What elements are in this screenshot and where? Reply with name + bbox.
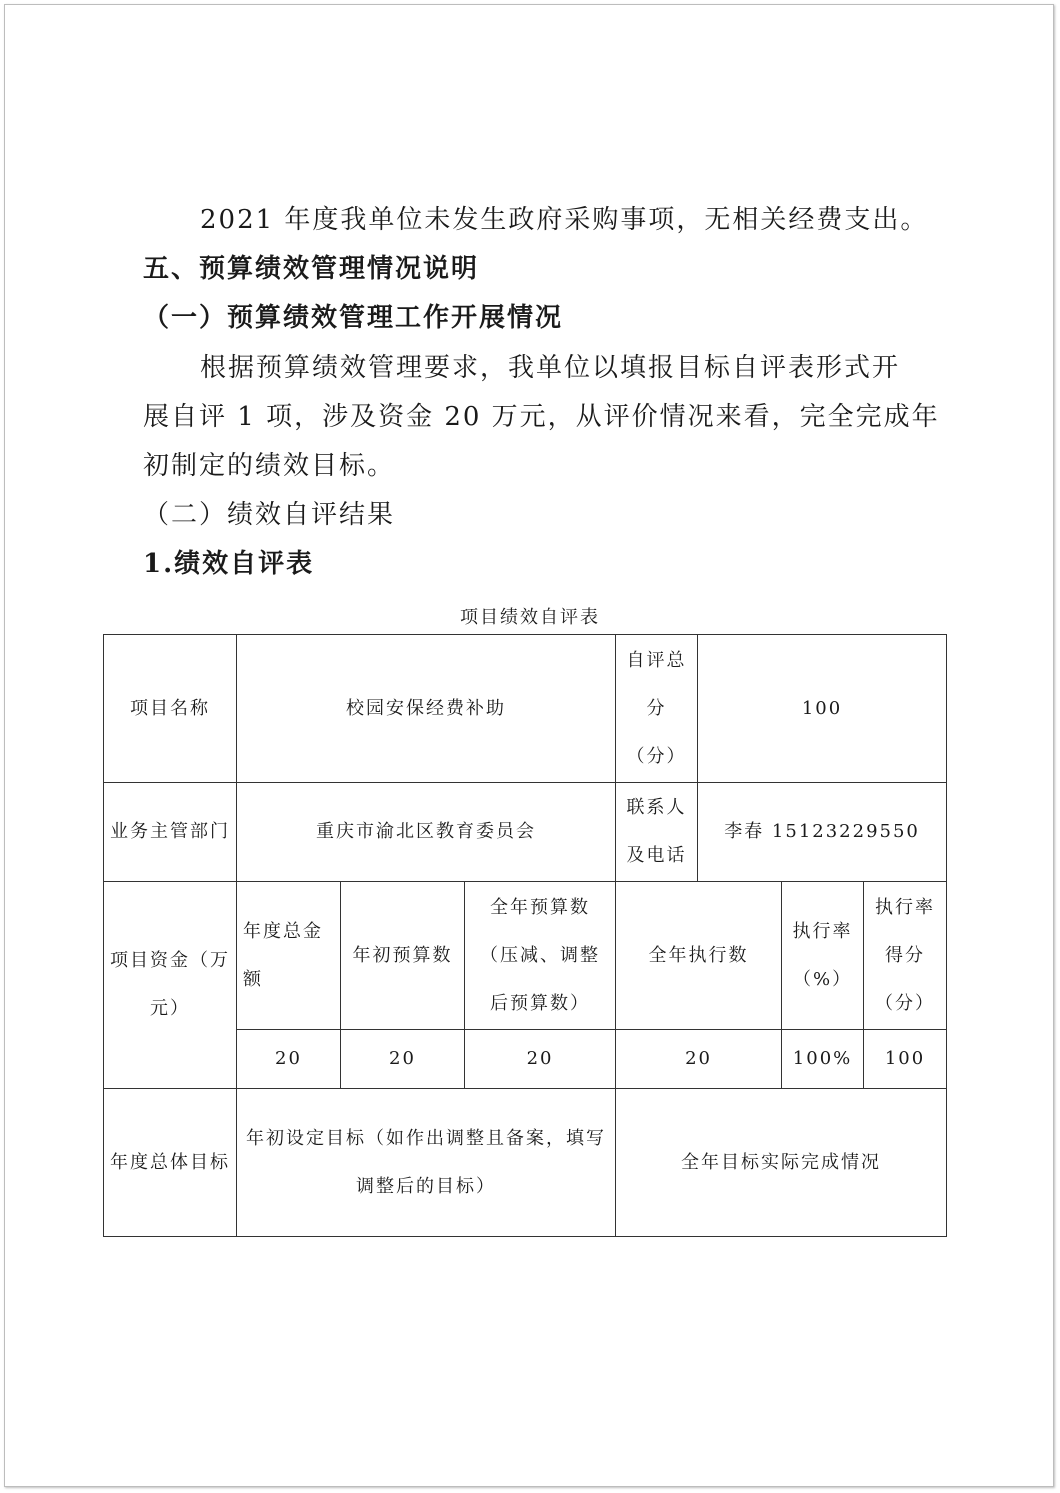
col-rate-score-header: 执行率得分（分）: [864, 882, 947, 1030]
score-value: 100: [698, 635, 947, 783]
table-title: 项目绩效自评表: [460, 607, 600, 628]
section-heading-5: 五、预算绩效管理情况说明: [143, 254, 480, 284]
project-name-value: 校园安保经费补助: [237, 635, 616, 783]
col-initial-header: 年初预算数: [341, 882, 465, 1030]
goal-set-header: 年初设定目标（如作出调整且备案，填写调整后的目标）: [237, 1089, 616, 1237]
val-rate: 100%: [782, 1030, 864, 1089]
funds-label: 项目资金（万元）: [104, 882, 237, 1089]
dept-label: 业务主管部门: [104, 783, 237, 882]
performance-table: [103, 634, 947, 1237]
project-name-label: 项目名称: [104, 635, 237, 783]
paragraph-line-1: 根据预算绩效管理要求，我单位以填报目标自评表形式开: [200, 353, 901, 383]
val-initial: 20: [341, 1030, 465, 1089]
val-executed: 20: [616, 1030, 782, 1089]
subsection-heading-2: （二）绩效自评结果: [143, 500, 396, 530]
table-row: [104, 882, 947, 1030]
dept-value: 重庆市渝北区教育委员会: [237, 783, 616, 882]
goal-label: 年度总体目标: [104, 1089, 237, 1237]
val-total: 20: [237, 1030, 341, 1089]
col-rate-header: 执行率（%）: [782, 882, 864, 1030]
table-row: [104, 783, 947, 882]
table-row: [104, 1089, 947, 1237]
col-annual-header: 全年预算数（压减、调整后预算数）: [465, 882, 616, 1030]
contact-value: 李春 15123229550: [698, 783, 947, 882]
item-heading-1: 1.绩效自评表: [143, 549, 315, 579]
val-annual: 20: [465, 1030, 616, 1089]
subsection-heading-1: （一）预算绩效管理工作开展情况: [143, 303, 564, 333]
val-rate-score: 100: [864, 1030, 947, 1089]
score-label: 自评总分（分）: [616, 635, 698, 783]
goal-actual-header: 全年目标实际完成情况: [616, 1089, 947, 1237]
paragraph-procurement: 2021 年度我单位未发生政府采购事项，无相关经费支出。: [200, 205, 929, 235]
col-total-header: 年度总金额: [237, 882, 341, 1030]
table-row: [104, 635, 947, 783]
paragraph-line-2: 展自评 1 项，涉及资金 20 万元，从评价情况来看，完全完成年: [143, 402, 940, 432]
contact-label: 联系人及电话: [616, 783, 698, 882]
paragraph-line-3: 初制定的绩效目标。: [143, 451, 396, 481]
col-executed-header: 全年执行数: [616, 882, 782, 1030]
